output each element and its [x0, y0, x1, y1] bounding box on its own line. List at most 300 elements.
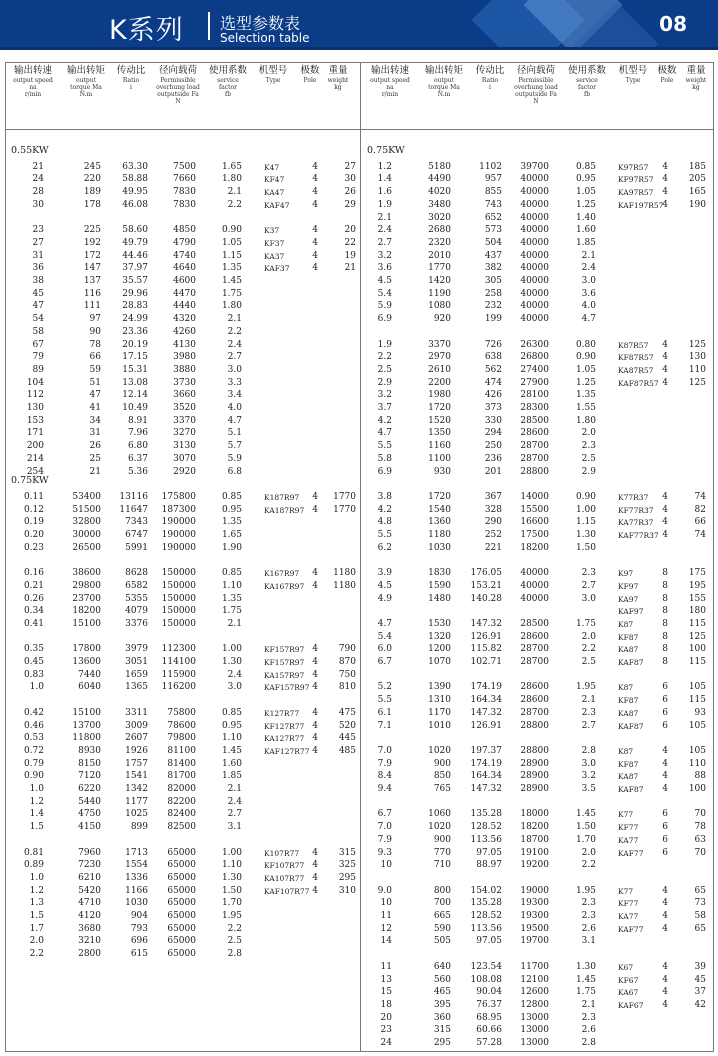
service-factor-cell: 1.45 — [221, 276, 242, 286]
speed-cell: 2.7 — [377, 237, 392, 248]
pole-cell: 4 — [312, 872, 318, 883]
load-cell: 12800 — [520, 999, 549, 1010]
weight-cell: 125 — [688, 377, 706, 388]
service-factor-cell: 0.85 — [221, 707, 242, 718]
load-cell: 19500 — [520, 923, 549, 934]
service-factor-cell: 2.0 — [581, 428, 596, 439]
ratio-cell: 135.28 — [470, 898, 502, 909]
speed-cell: 24 — [32, 174, 44, 185]
pole-cell: 8 — [662, 657, 668, 667]
load-cell: 65000 — [167, 949, 196, 960]
pole-cell: 6 — [662, 834, 668, 845]
service-factor-cell: 2.8 — [581, 1038, 596, 1048]
torque-cell: 4490 — [428, 174, 451, 185]
speed-cell: 14 — [380, 936, 392, 947]
speed-cell: 1.0 — [29, 872, 44, 883]
torque-cell: 1010 — [428, 720, 451, 731]
torque-cell: 111 — [83, 301, 101, 312]
load-cell: 39700 — [520, 161, 549, 172]
load-cell: 19000 — [520, 885, 549, 896]
load-cell: 40000 — [520, 288, 549, 299]
weight-cell: 1180 — [333, 568, 356, 579]
torque-cell: 5440 — [78, 796, 101, 807]
load-cell: 40000 — [520, 276, 549, 286]
ratio-cell: 97.05 — [476, 847, 502, 858]
weight-cell: 115 — [688, 618, 706, 629]
service-factor-cell: 3.4 — [227, 390, 242, 401]
service-factor-cell: 1.75 — [575, 987, 596, 998]
weight-cell: 65 — [694, 885, 706, 896]
ratio-cell: 174.19 — [470, 758, 502, 769]
pole-cell: 4 — [662, 491, 668, 502]
type-cell: KAF67 — [618, 1000, 644, 1010]
pole-cell: 4 — [312, 161, 318, 172]
torque-cell: 116 — [83, 288, 101, 299]
speed-cell: 1.3 — [29, 898, 44, 909]
ratio-cell: 28.83 — [122, 301, 148, 312]
torque-cell: 5420 — [78, 885, 101, 896]
speed-cell: 4.5 — [377, 580, 392, 591]
torque-cell: 1520 — [428, 415, 451, 426]
ratio-cell: 250 — [484, 441, 502, 452]
type-cell: KF67 — [618, 975, 639, 985]
speed-cell: 1.9 — [377, 199, 392, 210]
column-header — [417, 65, 471, 98]
ratio-cell: 108.08 — [470, 974, 502, 985]
service-factor-cell: 1.30 — [221, 657, 242, 667]
ratio-cell: 5991 — [125, 542, 148, 553]
speed-cell: 15 — [380, 987, 392, 998]
ratio-cell: 174.19 — [470, 682, 502, 693]
page-number: 08 — [659, 12, 687, 36]
speed-cell: 6.9 — [377, 314, 392, 325]
load-cell: 114100 — [161, 657, 196, 667]
service-factor-cell: 1.65 — [221, 530, 242, 540]
speed-cell: 2.2 — [377, 352, 392, 363]
load-cell: 3070 — [173, 453, 196, 464]
load-cell: 28800 — [520, 466, 549, 477]
ratio-cell: 1659 — [125, 669, 148, 680]
speed-cell: 200 — [26, 441, 44, 452]
torque-cell: 2970 — [428, 352, 451, 363]
column-header-en: Type — [265, 77, 281, 84]
weight-cell: 73 — [694, 898, 706, 909]
torque-cell: 31 — [89, 428, 101, 439]
column-header-en: i — [130, 84, 132, 91]
speed-cell: 6.9 — [377, 466, 392, 477]
pole-cell: 4 — [312, 568, 318, 579]
service-factor-cell: 0.90 — [575, 491, 596, 502]
pole-cell: 4 — [662, 377, 668, 388]
weight-cell: 475 — [338, 707, 356, 718]
column-header — [296, 65, 324, 84]
column-header-cn: 输出转矩 — [424, 65, 463, 76]
weight-cell: 100 — [688, 644, 706, 655]
ratio-cell: 743 — [484, 199, 502, 210]
pole-cell: 4 — [312, 644, 318, 655]
column-header-en: Permissible — [160, 77, 196, 84]
speed-cell: 1.5 — [29, 822, 44, 833]
ratio-cell: 135.28 — [470, 809, 502, 820]
load-cell: 18700 — [520, 834, 549, 845]
load-cell: 26800 — [520, 352, 549, 363]
speed-cell: 3.9 — [377, 568, 392, 579]
torque-cell: 920 — [433, 314, 451, 325]
column-header-en: N — [533, 98, 539, 105]
service-factor-cell: 2.2 — [581, 860, 596, 871]
service-factor-cell: 3.5 — [581, 784, 596, 794]
ratio-cell: 1554 — [125, 860, 148, 871]
load-cell: 16600 — [520, 517, 549, 528]
type-cell: K77 — [618, 810, 634, 820]
type-cell: KF77 — [618, 899, 639, 909]
weight-cell: 88 — [694, 771, 706, 782]
speed-cell: 2.5 — [377, 364, 392, 375]
service-factor-cell: 1.70 — [221, 898, 242, 909]
weight-cell: 58 — [694, 911, 706, 921]
speed-cell: 12 — [380, 923, 392, 934]
service-factor-cell: 2.1 — [227, 618, 242, 629]
load-cell: 40000 — [520, 174, 549, 185]
speed-cell: 1.7 — [29, 923, 44, 934]
load-cell: 28900 — [520, 771, 549, 782]
column-header-en: kg — [334, 84, 342, 91]
ratio-cell: 437 — [484, 250, 502, 261]
service-factor-cell: 4.7 — [227, 415, 242, 426]
ratio-cell: 1926 — [125, 745, 148, 756]
torque-cell: 34 — [89, 415, 101, 426]
column-header-en: Pole — [303, 77, 317, 84]
load-cell: 150000 — [161, 606, 196, 617]
load-cell: 7500 — [173, 161, 196, 172]
ratio-cell: 382 — [484, 263, 502, 274]
torque-cell: 192 — [83, 237, 101, 248]
ratio-cell: 474 — [484, 377, 502, 388]
type-cell: KA87 — [618, 645, 639, 655]
column-header — [363, 65, 417, 98]
speed-cell: 2.9 — [377, 377, 392, 388]
service-factor-cell: 2.1 — [581, 250, 596, 261]
load-cell: 15500 — [520, 504, 549, 515]
ratio-cell: 201 — [484, 466, 502, 477]
load-cell: 19300 — [520, 911, 549, 921]
service-factor-cell: 1.55 — [575, 403, 596, 413]
pole-cell: 4 — [662, 961, 668, 972]
torque-cell: 1360 — [428, 517, 451, 528]
torque-cell: 13700 — [72, 720, 101, 731]
type-cell: K87R57 — [618, 340, 649, 350]
ratio-cell: 8.91 — [127, 415, 148, 426]
ratio-cell: 615 — [130, 949, 148, 960]
service-factor-cell: 1.90 — [221, 542, 242, 553]
service-factor-cell: 1.15 — [575, 517, 596, 528]
column-header-en: Type — [625, 77, 641, 84]
speed-cell: 0.11 — [23, 491, 44, 502]
weight-cell: 870 — [338, 657, 356, 667]
torque-cell: 25 — [89, 453, 101, 464]
column-header-cn: 使用系数 — [567, 65, 606, 76]
speed-cell: 10 — [380, 898, 392, 909]
load-cell: 82200 — [167, 796, 196, 807]
column-header — [60, 65, 112, 98]
type-cell: KAF47 — [264, 200, 290, 210]
ratio-cell: 232 — [484, 301, 502, 312]
weight-cell: 82 — [694, 504, 706, 515]
column-header-en: output speed — [370, 77, 410, 84]
load-cell: 19100 — [520, 847, 549, 858]
speed-cell: 5.4 — [377, 631, 392, 642]
pole-cell: 4 — [662, 885, 668, 896]
torque-cell: 710 — [433, 860, 451, 871]
weight-cell: 310 — [338, 885, 356, 896]
load-cell: 28800 — [520, 745, 549, 756]
torque-cell: 1020 — [428, 822, 451, 833]
pole-cell: 4 — [662, 898, 668, 909]
speed-cell: 1.2 — [29, 796, 44, 807]
speed-cell: 3.2 — [377, 250, 392, 261]
service-factor-cell: 3.6 — [581, 288, 596, 299]
load-cell: 4470 — [173, 288, 196, 299]
torque-cell: 1720 — [428, 491, 451, 502]
speed-cell: 36 — [32, 263, 44, 274]
ratio-cell: 8628 — [125, 568, 148, 579]
ratio-cell: 57.28 — [476, 1038, 502, 1048]
load-cell: 28900 — [520, 784, 549, 794]
speed-cell: 9.3 — [377, 847, 392, 858]
service-factor-cell: 3.3 — [227, 377, 242, 388]
type-cell: KF87 — [618, 759, 639, 769]
weight-cell: 325 — [338, 860, 356, 871]
column-header — [509, 65, 563, 105]
torque-cell: 315 — [433, 1025, 451, 1036]
ratio-cell: 5355 — [125, 593, 148, 604]
pole-cell: 4 — [662, 339, 668, 350]
torque-cell: 2010 — [428, 250, 451, 261]
load-cell: 187300 — [161, 504, 196, 515]
speed-cell: 79 — [32, 352, 44, 363]
type-cell: KF97R57 — [618, 175, 654, 185]
load-cell: 40000 — [520, 187, 549, 198]
torque-cell: 465 — [433, 987, 451, 998]
ratio-cell: 113.56 — [470, 923, 502, 934]
ratio-cell: 6.37 — [127, 453, 148, 464]
column-header-en: output speed — [13, 77, 53, 84]
service-factor-cell: 5.7 — [227, 441, 242, 452]
load-cell: 11700 — [520, 961, 549, 972]
service-factor-cell: 0.85 — [221, 568, 242, 579]
torque-cell: 1030 — [428, 542, 451, 553]
pole-cell: 6 — [662, 720, 668, 731]
load-cell: 19300 — [520, 898, 549, 909]
service-factor-cell: 4.0 — [227, 403, 242, 413]
speed-cell: 5.5 — [377, 695, 392, 706]
speed-cell: 5.5 — [377, 441, 392, 452]
speed-cell: 7.1 — [377, 720, 392, 731]
load-cell: 28900 — [520, 758, 549, 769]
load-cell: 3660 — [173, 390, 196, 401]
load-cell: 65000 — [167, 898, 196, 909]
torque-cell: 38600 — [72, 568, 101, 579]
ratio-cell: 197.37 — [470, 745, 502, 756]
load-cell: 28500 — [520, 618, 549, 629]
service-factor-cell: 2.1 — [581, 999, 596, 1010]
torque-cell: 395 — [433, 999, 451, 1010]
speed-cell: 1.6 — [377, 187, 392, 198]
column-header-en: Permissible — [518, 77, 554, 84]
service-factor-cell: 0.80 — [575, 339, 596, 350]
pole-cell: 4 — [312, 707, 318, 718]
power-section-label: 0.55KW — [11, 145, 49, 156]
column-header-cn: 极数 — [300, 65, 320, 76]
torque-cell: 1180 — [428, 530, 451, 540]
ratio-cell: 1342 — [125, 784, 148, 794]
load-cell: 40000 — [520, 199, 549, 210]
ratio-cell: 652 — [484, 212, 502, 223]
ratio-cell: 13.08 — [122, 377, 148, 388]
load-cell: 65000 — [167, 923, 196, 934]
weight-cell: 22 — [344, 237, 356, 248]
ratio-cell: 2607 — [125, 733, 148, 744]
ratio-cell: 11647 — [119, 504, 148, 515]
speed-cell: 5.9 — [377, 301, 392, 312]
type-cell: KA87 — [618, 708, 639, 718]
service-factor-cell: 1.30 — [221, 872, 242, 883]
ratio-cell: 1030 — [125, 898, 148, 909]
load-cell: 13000 — [520, 1025, 549, 1036]
weight-cell: 485 — [338, 745, 356, 756]
service-factor-cell: 2.7 — [581, 580, 596, 591]
column-header — [150, 65, 206, 105]
speed-cell: 4.7 — [377, 618, 392, 629]
pole-cell: 4 — [312, 733, 318, 744]
ratio-cell: 58.60 — [122, 225, 148, 236]
load-cell: 112300 — [161, 644, 196, 655]
type-cell: KAF87 — [618, 785, 644, 794]
type-cell: KA167R97 — [264, 581, 305, 591]
service-factor-cell: 1.80 — [221, 301, 242, 312]
service-factor-cell: 2.2 — [227, 199, 242, 210]
service-factor-cell: 3.1 — [581, 936, 596, 947]
torque-cell: 225 — [83, 225, 101, 236]
speed-cell: 0.53 — [23, 733, 44, 744]
type-cell: K67 — [618, 962, 634, 972]
load-cell: 116200 — [161, 682, 196, 693]
torque-cell: 172 — [83, 250, 101, 261]
torque-cell: 26 — [89, 441, 101, 452]
load-cell: 28500 — [520, 415, 549, 426]
torque-cell: 6210 — [78, 872, 101, 883]
speed-cell: 112 — [26, 390, 44, 401]
load-cell: 150000 — [161, 593, 196, 604]
torque-cell: 1070 — [428, 657, 451, 667]
type-cell: KAF77R37 — [618, 531, 659, 540]
load-cell: 75800 — [167, 707, 196, 718]
service-factor-cell: 2.3 — [581, 441, 596, 452]
load-cell: 190000 — [161, 517, 196, 528]
weight-cell: 65 — [694, 923, 706, 934]
service-factor-cell: 4.0 — [581, 301, 596, 312]
speed-cell: 1.4 — [29, 809, 44, 820]
service-factor-cell: 1.80 — [575, 415, 596, 426]
weight-cell: 295 — [338, 872, 356, 883]
weight-cell: 175 — [688, 568, 706, 579]
torque-cell: 640 — [433, 961, 451, 972]
service-factor-cell: 1.95 — [221, 911, 242, 921]
column-header — [250, 65, 296, 84]
column-header-en: service — [576, 77, 598, 84]
ratio-cell: 573 — [484, 225, 502, 236]
torque-cell: 3480 — [428, 199, 451, 210]
speed-cell: 23 — [380, 1025, 392, 1036]
torque-cell: 90 — [89, 326, 101, 337]
ratio-cell: 113.56 — [470, 834, 502, 845]
ratio-cell: 1177 — [125, 796, 148, 807]
ratio-cell: 88.97 — [476, 860, 502, 871]
speed-cell: 4.8 — [377, 517, 392, 528]
service-factor-cell: 0.95 — [221, 720, 242, 731]
ratio-cell: 24.99 — [122, 314, 148, 325]
ratio-cell: 1102 — [479, 161, 502, 172]
weight-cell: 74 — [694, 530, 706, 540]
weight-cell: 74 — [694, 491, 706, 502]
service-factor-cell: 1.50 — [575, 822, 596, 833]
torque-cell: 7960 — [78, 847, 101, 858]
speed-cell: 5.5 — [377, 530, 392, 540]
service-factor-cell: 2.0 — [581, 631, 596, 642]
column-header-en: fb — [583, 91, 591, 98]
type-cell: KA97 — [618, 594, 639, 604]
service-factor-cell: 1.10 — [221, 860, 242, 871]
load-cell: 65000 — [167, 911, 196, 921]
service-factor-cell: 3.1 — [227, 822, 242, 833]
type-cell: K87 — [618, 683, 634, 693]
speed-cell: 47 — [32, 301, 44, 312]
type-cell: KA77 — [618, 835, 639, 845]
column-header-en: factor — [218, 84, 238, 91]
ratio-cell: 1166 — [125, 885, 148, 896]
speed-cell: 6.0 — [377, 644, 392, 655]
weight-cell: 790 — [338, 644, 356, 655]
torque-cell: 4750 — [78, 809, 101, 820]
speed-cell: 1.9 — [377, 339, 392, 350]
pole-cell: 4 — [662, 771, 668, 782]
service-factor-cell: 1.00 — [575, 504, 596, 515]
service-factor-cell: 2.3 — [581, 707, 596, 718]
ratio-cell: 3051 — [125, 657, 148, 667]
speed-cell: 171 — [26, 428, 44, 439]
weight-cell: 445 — [338, 733, 356, 744]
ratio-cell: 58.88 — [122, 174, 148, 185]
load-cell: 14000 — [520, 491, 549, 502]
weight-cell: 93 — [694, 707, 706, 718]
speed-cell: 3.7 — [377, 403, 392, 413]
column-header-en: N.m — [437, 91, 451, 98]
column-header-en: factor — [577, 84, 597, 91]
column-header-en: weight — [327, 77, 349, 84]
weight-cell: 110 — [688, 364, 706, 375]
ratio-cell: 252 — [484, 530, 502, 540]
speed-cell: 18 — [380, 999, 392, 1010]
ratio-cell: 126.91 — [470, 631, 502, 642]
pole-cell: 4 — [312, 187, 318, 198]
speed-cell: 3.6 — [377, 263, 392, 274]
ratio-cell: 373 — [484, 403, 502, 413]
torque-cell: 1390 — [428, 682, 451, 693]
speed-cell: 5.2 — [377, 682, 392, 693]
torque-cell: 137 — [83, 276, 101, 286]
type-cell: KAF107R77 — [264, 886, 310, 896]
torque-cell: 51 — [89, 377, 101, 388]
